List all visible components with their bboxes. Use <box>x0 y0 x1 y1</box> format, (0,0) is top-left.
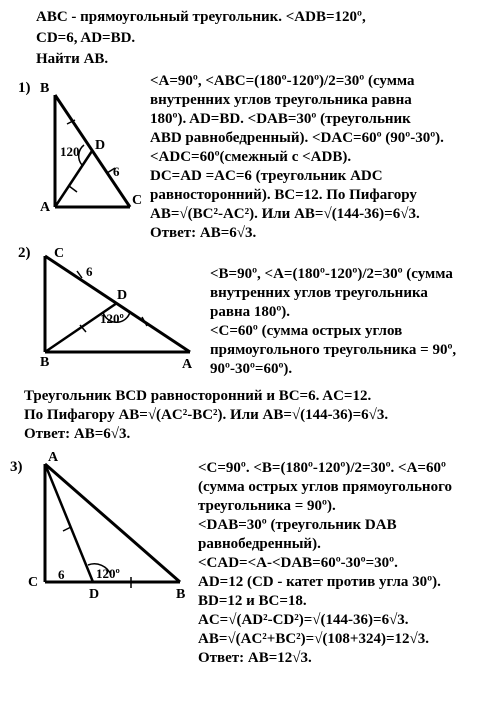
case3-line: <CAD=<A-<DAB=60º-30º=30º. <box>198 555 398 571</box>
case1-line: ABD равнобедренный). <DAC=60º (90º-30º). <box>150 130 444 146</box>
case3-label-b: B <box>176 587 186 602</box>
case2-below-line: Треугольник BCD равносторонний и BC=6. AC=12. <box>24 388 372 404</box>
case3-line: треугольника = 90º). <box>198 498 336 514</box>
case1-tick-ad <box>69 186 77 192</box>
case3-number: 3) <box>10 459 23 475</box>
case1-segment-ad <box>55 151 92 207</box>
case2-line: <B=90º, <A=(180º-120º)/2=30º (сумма <box>210 266 453 282</box>
case3-line: AC=√(AD²-CD²)=√(144-36)=6√3. <box>198 612 409 628</box>
case2-below-line: По Пифагору AB=√(AC²-BC²). Или AB=√(144-36)=6√3. <box>24 407 389 423</box>
case3-line: <DAB=30º (треугольник DAB <box>198 517 397 533</box>
case2-side-label: 6 <box>86 264 93 279</box>
case3-segment-ad <box>45 464 93 582</box>
case1-label-d: D <box>95 138 106 153</box>
case2-triangle-figure <box>45 256 190 352</box>
case3-side-label: 6 <box>58 567 65 582</box>
case2-line: <C=60º (сумма острых углов <box>210 323 403 339</box>
case3-line: AD=12 (CD - катет против угла 30º). <box>198 574 441 590</box>
case3-tick-ad <box>63 527 71 531</box>
case1-answer: Ответ: AB=6√3. <box>150 225 257 241</box>
case3-line: <C=90º. <B=(180º-120º)/2=30º. <A=60º <box>198 460 446 476</box>
case2-label-a: A <box>182 357 193 372</box>
case3-line: BD=12 и BC=18. <box>198 593 307 609</box>
case2-line: 90º-30º=60º). <box>210 361 293 377</box>
case1-label-a: A <box>40 200 51 215</box>
case1-line: DC=AD =AC=6 (треугольник ADC <box>150 168 383 184</box>
case1-angle-label: 120 <box>60 144 80 159</box>
case1-label-b: B <box>40 81 50 96</box>
case2-line: равна 180º). <box>210 304 291 320</box>
problem-question: Найти AB. <box>36 51 109 67</box>
case2-label-c: C <box>54 246 65 261</box>
case1-side-label: 6 <box>113 164 120 179</box>
case2-answer: Ответ: AB=6√3. <box>24 426 131 442</box>
case2-number: 2) <box>18 245 31 261</box>
case2-line: прямоугольного треугольника = 90º, <box>210 342 457 358</box>
case1-line: 180º). AD=BD. <DAB=30º (треугольник <box>150 111 411 127</box>
case3-answer: Ответ: AB=12√3. <box>198 650 312 666</box>
case3-label-c: C <box>28 575 39 590</box>
problem-statement-line2: CD=6, AD=BD. <box>36 30 136 46</box>
case2-label-d: D <box>117 288 128 303</box>
case1-line: <ADC=60º(смежный с <ADB). <box>150 149 352 165</box>
problem-statement-line1: ABC - прямоугольный треугольник. <ADB=120º, <box>36 9 366 25</box>
case3-label-d: D <box>89 587 100 602</box>
case3-side-ab <box>45 464 180 582</box>
case3-line: (сумма острых углов прямоугольного <box>198 479 453 495</box>
case1-line: AB=√(BC²-AC²). Или AB=√(144-36)=6√3. <box>150 206 420 222</box>
case1-line: <A=90º, <ABC=(180º-120º)/2=30º (сумма <box>150 73 415 89</box>
case3-angle-label: 120º <box>96 566 120 581</box>
case2-label-b: B <box>40 355 50 370</box>
case3-line: AB=√(AC²+BC²)=√(108+324)=12√3. <box>198 631 429 647</box>
case3-line: равнобедренный). <box>198 536 321 552</box>
case3-label-a: A <box>48 450 59 465</box>
case1-number: 1) <box>18 80 31 96</box>
case2-angle-label: 120º <box>100 311 124 326</box>
case2-line: внутренних углов треугольника <box>210 285 428 301</box>
case1-line: внутренних углов треугольника равна <box>150 92 412 108</box>
case1-line: равносторонний). BC=12. По Пифагору <box>150 187 417 203</box>
case1-label-c: C <box>132 193 143 208</box>
